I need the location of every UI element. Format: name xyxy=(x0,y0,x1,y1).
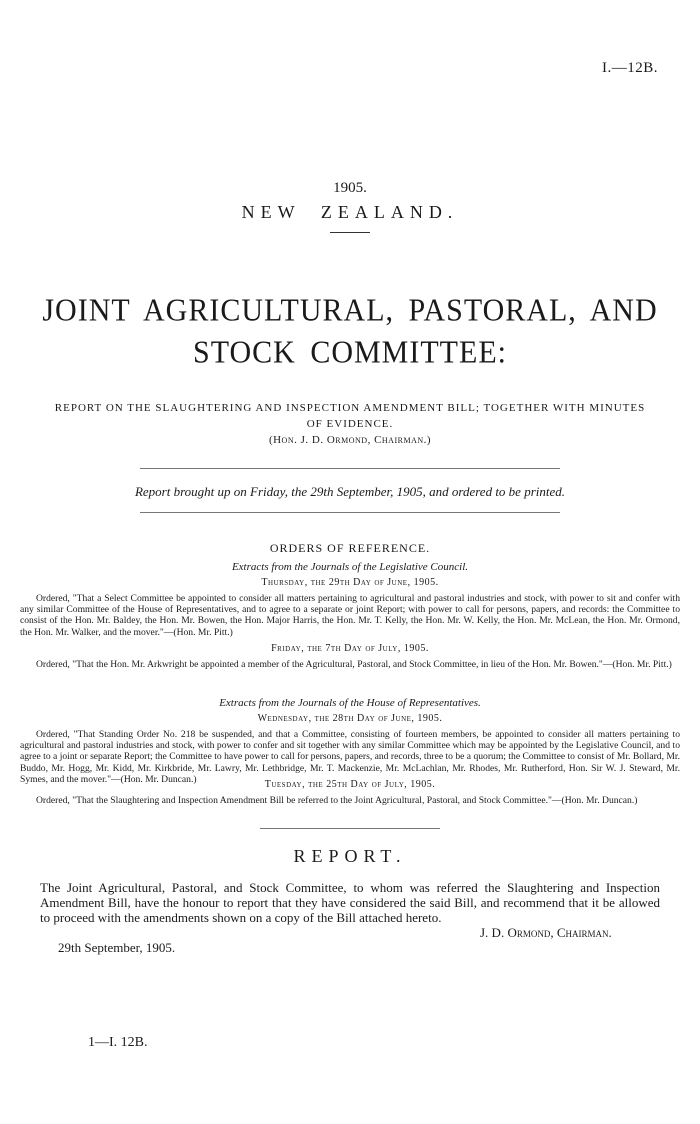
report-body: The Joint Agricultural, Pastoral, and Stock Committee, to whom was referred the Slaughtering and Inspection Amendment Bill, have the honour to report that they have considered the said Bill, and recommend that it be allowed to proceed with the amendments shown on a copy of the Bill attached hereto. xyxy=(40,880,660,925)
document-title: JOINT AGRICULTURAL, PASTORAL, AND STOCK COMMITTEE: xyxy=(42,293,658,370)
divider xyxy=(260,828,440,829)
divider xyxy=(140,512,560,513)
chairman-line: (Hon. J. D. Ormond, Chairman.) xyxy=(268,434,432,446)
council-date-2: Friday, the 7th Day of July, 1905. xyxy=(271,643,429,654)
report-signature: J. D. Ormond, Chairman. xyxy=(480,925,612,940)
country-heading: NEW ZEALAND. xyxy=(241,202,459,222)
report-heading: REPORT. xyxy=(293,846,407,866)
page-footer-mark: 1—I. 12B. xyxy=(88,1035,148,1050)
council-extract-heading: Extracts from the Journals of the Legislative Council. xyxy=(231,561,469,573)
orders-heading: ORDERS OF REFERENCE. xyxy=(269,541,431,555)
house-date-2: Tuesday, the 25th Day of July, 1905. xyxy=(264,779,436,790)
paper-reference: I.—12B. xyxy=(602,60,658,76)
house-date-1: Wednesday, the 28th Day of June, 1905. xyxy=(257,713,443,724)
council-order-1: Ordered, "That a Select Committee be appointed to consider all matters pertaining to agricultural and pastoral industries and stock, with power to sit and confer with any similar Committee of the House of Representatives, and to agree to a separate or joint Report; with power to call for persons, papers, and records: the Committee to consist of the Hon. Mr. Baldey, the Hon. Mr. Bowen, the Hon. Major Harris, the Hon. Mr. T. Kelly, the Hon. Mr. W. Kelly, the Hon. Mr. McLean, the Hon. Mr. Ormond, the Hon. Mr. Walker, and the mover."—(Hon. Mr. Pitt.) xyxy=(20,593,680,638)
council-order-2: Ordered, "That the Hon. Mr. Arkwright be appointed a member of the Agricultural, Pastoral, and Stock Committee, in lieu of the Hon. Mr. Bowen."—(Hon. Mr. Pitt.) xyxy=(36,659,672,670)
year: 1905. xyxy=(333,180,367,196)
divider xyxy=(330,232,370,233)
divider xyxy=(140,468,560,469)
report-date: 29th September, 1905. xyxy=(58,940,176,955)
council-date-1: Thursday, the 29th Day of June, 1905. xyxy=(261,577,439,588)
house-order-2: Ordered, "That the Slaughtering and Inspection Amendment Bill be referred to the Joint Agricultural, Pastoral, and Stock Committee."—(Hon. Mr. Duncan.) xyxy=(36,795,638,806)
brought-up-line: Report brought up on Friday, the 29th September, 1905, and ordered to be printed. xyxy=(134,484,566,499)
house-order-1: Ordered, "That Standing Order No. 218 be suspended, and that a Committee, consisting of fourteen members, be appointed to consider all matters pertaining to agricultural and pastoral industries and stock, with power to confer and sit together with any similar Committee which may be appointed by the Legislative Council, and to agree to a joint or separate Report; the Committee to have power to call for persons, papers, and records, three to be a quorum; the Committee to consist of Mr. Bollard, Mr. Buddo, Mr. Hogg, Mr. Kidd, Mr. Kirkbride, Mr. Lawry, Mr. Lethbridge, Mr. T. Mackenzie, Mr. McLachlan, Mr. Rhodes, Mr. Rutherford, Hon. Sir W. J. Steward, Mr. Symes, and the mover."—(Hon. Mr. Duncan.) xyxy=(20,729,680,785)
house-extract-heading: Extracts from the Journals of the House of Representatives. xyxy=(219,697,481,709)
document-subtitle: REPORT ON THE SLAUGHTERING AND INSPECTION AMENDMENT BILL; TOGETHER WITH MINUTES OF EVIDENCE. xyxy=(54,402,646,430)
